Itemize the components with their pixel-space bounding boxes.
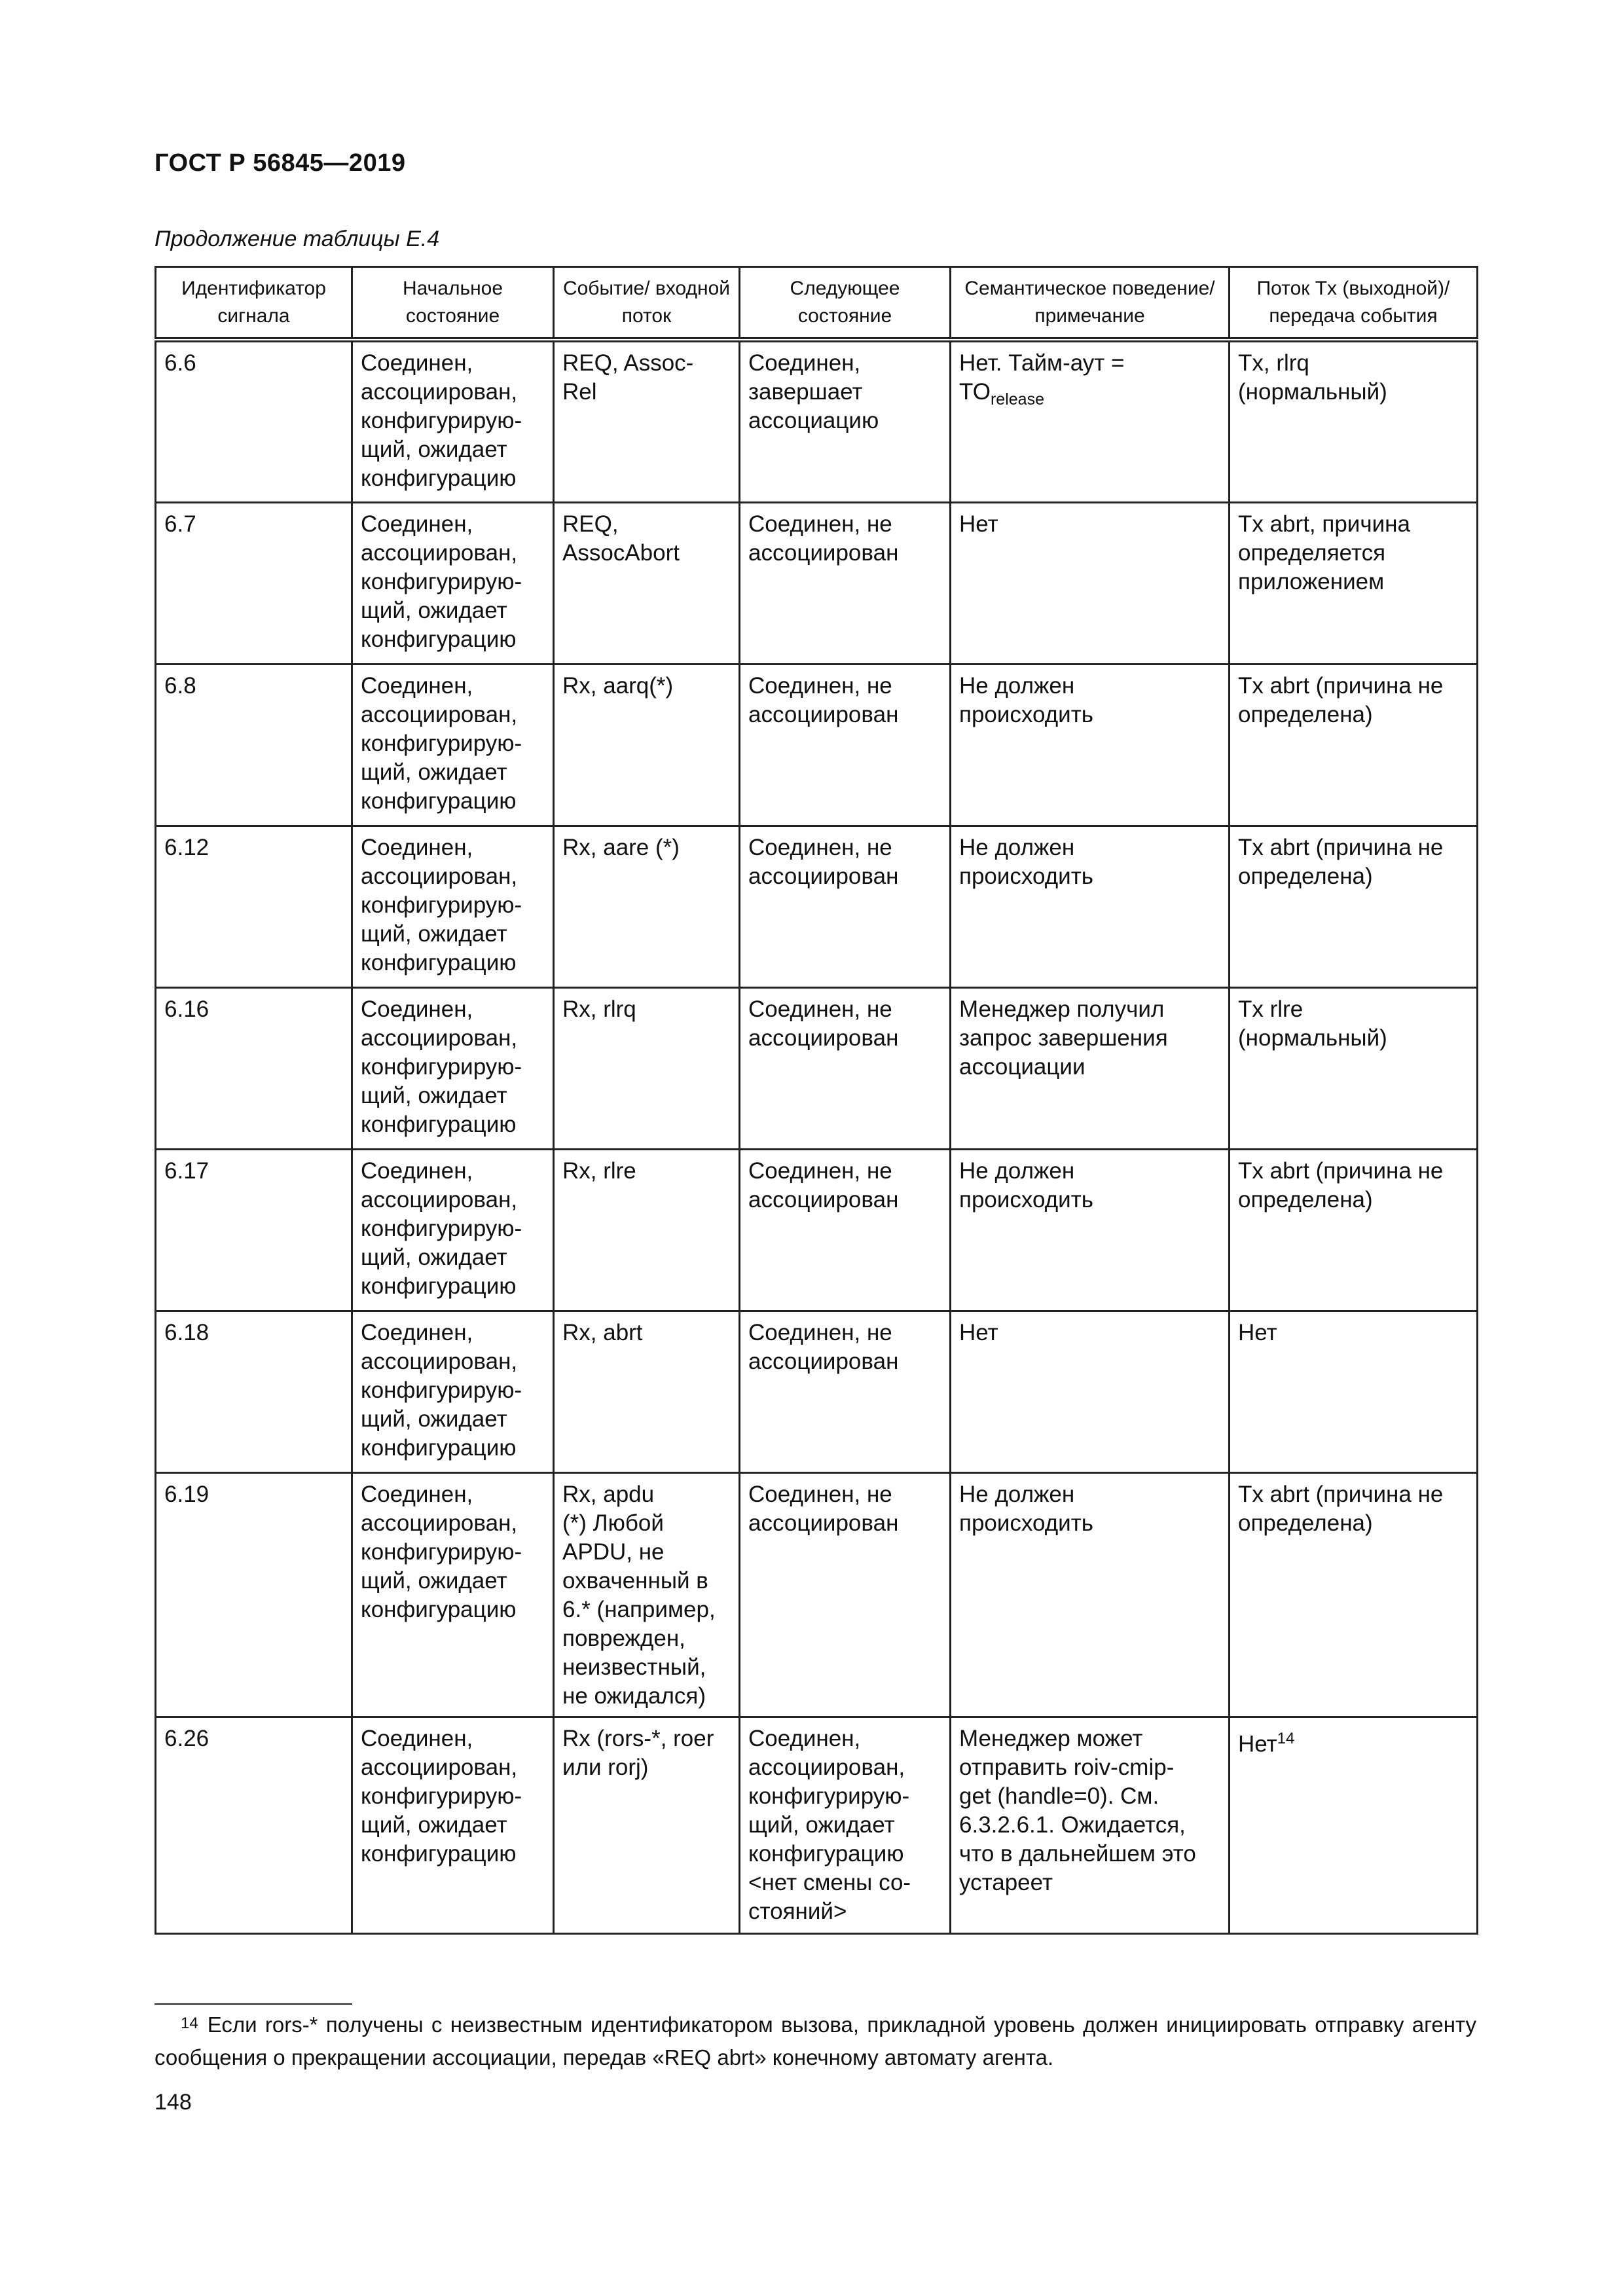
cell-event: Rx, abrt <box>554 1311 740 1472</box>
cell-signal-id: 6.6 <box>156 340 352 502</box>
cell-tx-text: Нет <box>1238 1731 1277 1757</box>
state-table <box>155 266 1478 1935</box>
cell-next-state: Соединен, не ассоциирован <box>740 664 951 826</box>
table-row <box>156 340 1478 502</box>
document-header: ГОСТ Р 56845—2019 <box>155 149 406 177</box>
cell-semantic: Не должен происходить <box>951 1472 1230 1717</box>
table-row <box>156 1311 1478 1472</box>
cell-tx: Tx, rlrq (нормальный) <box>1230 340 1478 502</box>
column-header-event: Событие/ входной поток <box>554 267 740 340</box>
cell-semantic: Не должен происходить <box>951 1149 1230 1311</box>
cell-semantic: Нет <box>951 1311 1230 1472</box>
cell-next-state: Соединен, не ассоциирован <box>740 987 951 1149</box>
table-row <box>156 1472 1478 1717</box>
cell-event: Rx, aare (*) <box>554 826 740 987</box>
cell-signal-id: 6.19 <box>156 1472 352 1717</box>
cell-signal-id: 6.26 <box>156 1717 352 1933</box>
cell-initial-state: Соединен, ассоциирован, конфигурирую- щий, ожидает конфигурацию <box>352 502 554 664</box>
cell-signal-id: 6.12 <box>156 826 352 987</box>
footnote <box>155 2010 1476 2073</box>
footnote-reference: 14 <box>1277 1729 1295 1747</box>
footnote-divider <box>155 2003 352 2005</box>
cell-semantic: Нет <box>951 502 1230 664</box>
column-header-initial-state: Начальное состояние <box>352 267 554 340</box>
cell-next-state: Соединен, завершает ассоциацию <box>740 340 951 502</box>
column-header-semantic: Семантическое поведение/примечание <box>951 267 1230 340</box>
cell-signal-id: 6.17 <box>156 1149 352 1311</box>
table-row <box>156 1717 1478 1933</box>
column-header-next-state: Следующее состояние <box>740 267 951 340</box>
cell-signal-id: 6.16 <box>156 987 352 1149</box>
cell-event: Rx, rlrq <box>554 987 740 1149</box>
cell-tx: Tx abrt (причина не определена) <box>1230 664 1478 826</box>
cell-event: Rx, aarq(*) <box>554 664 740 826</box>
cell-event: Rx, rlre <box>554 1149 740 1311</box>
cell-semantic: Менеджер получил запрос завершения ассоциации <box>951 987 1230 1149</box>
column-header-signal-id: Идентификатор сигнала <box>156 267 352 340</box>
table-row <box>156 502 1478 664</box>
cell-event: Rx (rors-*, roer или rorj) <box>554 1717 740 1933</box>
table-caption: Продолжение таблицы Е.4 <box>155 227 440 251</box>
table-row <box>156 987 1478 1149</box>
column-header-tx: Поток Tx (выходной)/ передача события <box>1230 267 1478 340</box>
cell-tx: Нет <box>1230 1311 1478 1472</box>
cell-tx <box>1230 1717 1478 1933</box>
cell-semantic <box>951 340 1230 502</box>
cell-next-state: Соединен, не ассоциирован <box>740 826 951 987</box>
table-row <box>156 1149 1478 1311</box>
cell-initial-state: Соединен, ассоциирован, конфигурирую- щий, ожидает конфигурацию <box>352 1472 554 1717</box>
cell-event: REQ, AssocAbort <box>554 502 740 664</box>
footnote-number: 14 <box>181 2014 198 2032</box>
cell-next-state: Соединен, не ассоциирован <box>740 1149 951 1311</box>
table-row <box>156 664 1478 826</box>
cell-initial-state: Соединен, ассоциирован, конфигурирую- щий, ожидает конфигурацию <box>352 664 554 826</box>
cell-tx: Tx abrt (причина не определена) <box>1230 1149 1478 1311</box>
cell-tx: Tx abrt (причина не определена) <box>1230 826 1478 987</box>
cell-initial-state: Соединен, ассоциирован, конфигурирую- щий, ожидает конфигурацию <box>352 987 554 1149</box>
cell-next-state: Соединен, ассоциирован, конфигурирую- щий, ожидает конфигурацию <нет смены со- стояний> <box>740 1717 951 1933</box>
cell-next-state: Соединен, не ассоциирован <box>740 1472 951 1717</box>
cell-semantic: Менеджер может отправить roiv-cmip- get (handle=0). См. 6.3.2.6.1. Ожидается, что в дальнейшем это устареет <box>951 1717 1230 1933</box>
table-row <box>156 826 1478 987</box>
cell-initial-state: Соединен, ассоциирован, конфигурирую- щий, ожидает конфигурацию <box>352 826 554 987</box>
table-header-row <box>156 267 1478 340</box>
cell-tx: Tx abrt, причина определяется приложением <box>1230 502 1478 664</box>
cell-tx: Tx abrt (причина не определена) <box>1230 1472 1478 1717</box>
page-number: 148 <box>155 2090 192 2115</box>
cell-event: Rx, apdu (*) Любой APDU, не охваченный в 6.* (например, поврежден, неизвестный, не ожидался) <box>554 1472 740 1717</box>
cell-semantic-subscript: release <box>990 390 1044 409</box>
cell-semantic: Не должен происходить <box>951 826 1230 987</box>
footnote-text: Если rors-* получены с неизвестным идентификатором вызова, прикладной уровень должен инициировать отправку агенту сообщения о прекращении ассоциации, передав «REQ abrt» конечному автомату агента. <box>155 2013 1476 2069</box>
cell-initial-state: Соединен, ассоциирован, конфигурирую- щий, ожидает конфигурацию <box>352 340 554 502</box>
cell-signal-id: 6.18 <box>156 1311 352 1472</box>
cell-next-state: Соединен, не ассоциирован <box>740 1311 951 1472</box>
cell-initial-state: Соединен, ассоциирован, конфигурирую- щий, ожидает конфигурацию <box>352 1149 554 1311</box>
cell-signal-id: 6.8 <box>156 664 352 826</box>
cell-next-state: Соединен, не ассоциирован <box>740 502 951 664</box>
cell-initial-state: Соединен, ассоциирован, конфигурирую- щий, ожидает конфигурацию <box>352 1311 554 1472</box>
cell-tx: Tx rlre (нормальный) <box>1230 987 1478 1149</box>
cell-semantic-text: Нет. Тайм-аут = TO <box>959 350 1125 405</box>
cell-initial-state: Соединен, ассоциирован, конфигурирую- щий, ожидает конфигурацию <box>352 1717 554 1933</box>
cell-event: REQ, Assoc- Rel <box>554 340 740 502</box>
cell-signal-id: 6.7 <box>156 502 352 664</box>
cell-semantic: Не должен происходить <box>951 664 1230 826</box>
